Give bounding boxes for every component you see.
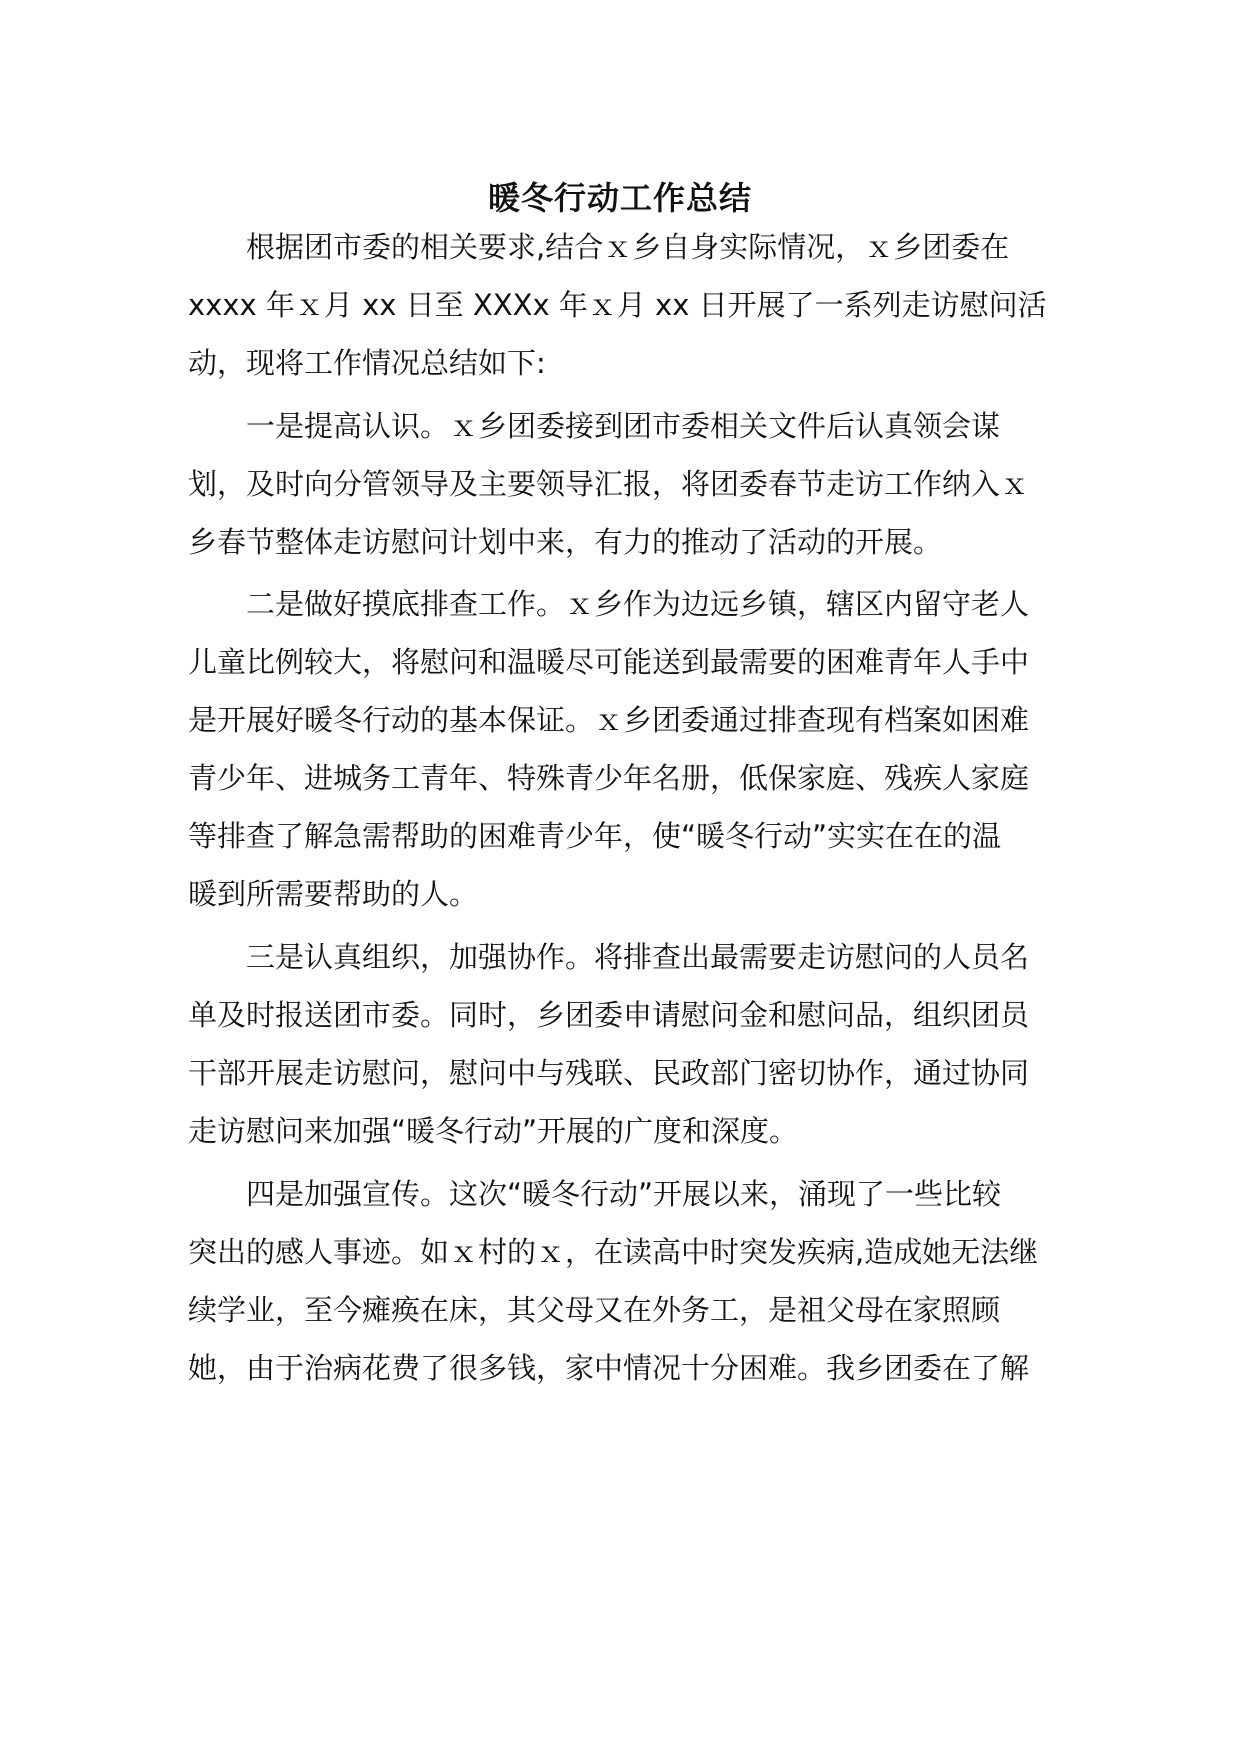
paragraph-line: 二是做好摸底排查工作。ｘ乡作为边远乡镇，辖区内留守老人 bbox=[246, 587, 1030, 621]
paragraph-line: 等排查了解急需帮助的困难青少年，使“暖冬行动”实实在在的温 bbox=[188, 819, 1002, 853]
paragraph-line: 根据团市委的相关要求,结合ｘ乡自身实际情况，ｘ乡团委在 bbox=[246, 230, 1010, 264]
paragraph-line: 青少年、进城务工青年、特殊青少年名册，低保家庭、残疾人家庭 bbox=[188, 761, 1030, 795]
paragraph-line: 突出的感人事迹。如ｘ村的ｘ，在读高中时突发疾病,造成她无法继 bbox=[188, 1235, 1039, 1269]
paragraph-line: 走访慰问来加强“暖冬行动”开展的广度和深度。 bbox=[188, 1114, 799, 1148]
paragraph-line: 她，由于治病花费了很多钱，家中情况十分困难。我乡团委在了解 bbox=[188, 1351, 1030, 1385]
paragraph-line: 单及时报送团市委。同时，乡团委申请慰问金和慰问品，组织团员 bbox=[188, 998, 1030, 1032]
paragraph-line: 动，现将工作情况总结如下: bbox=[188, 346, 546, 380]
paragraph-line: 暖到所需要帮助的人。 bbox=[188, 877, 479, 911]
paragraph-line: 乡春节整体走访慰问计划中来，有力的推动了活动的开展。 bbox=[188, 525, 943, 559]
paragraph-line: 三是认真组织，加强协作。将排查出最需要走访慰问的人员名 bbox=[246, 940, 1030, 974]
document-title: 暖冬行动工作总结 bbox=[487, 179, 752, 217]
paragraph-line: 续学业，至今瘫痪在床，其父母又在外务工，是祖父母在家照顾 bbox=[188, 1293, 1001, 1327]
paragraph-line: 划，及时向分管领导及主要领导汇报，将团委春节走访工作纳入ｘ bbox=[188, 467, 1030, 501]
paragraph-line: 一是提高认识。ｘ乡团委接到团市委相关文件后认真领会谋 bbox=[246, 409, 1001, 443]
paragraph-line: 是开展好暖冬行动的基本保证。ｘ乡团委通过排查现有档案如困难 bbox=[188, 703, 1030, 737]
paragraph-line: xxxx 年ｘ月 xx 日至 XXXx 年ｘ月 xx 日开展了一系列走访慰问活 bbox=[188, 288, 1047, 322]
paragraph-line: 干部开展走访慰问，慰问中与残联、民政部门密切协作，通过协同 bbox=[188, 1056, 1030, 1090]
paragraph-line: 儿童比例较大，将慰问和温暖尽可能送到最需要的困难青年人手中 bbox=[188, 645, 1030, 679]
paragraph-line: 四是加强宣传。这次“暖冬行动”开展以来，涌现了一些比较 bbox=[246, 1177, 1002, 1211]
